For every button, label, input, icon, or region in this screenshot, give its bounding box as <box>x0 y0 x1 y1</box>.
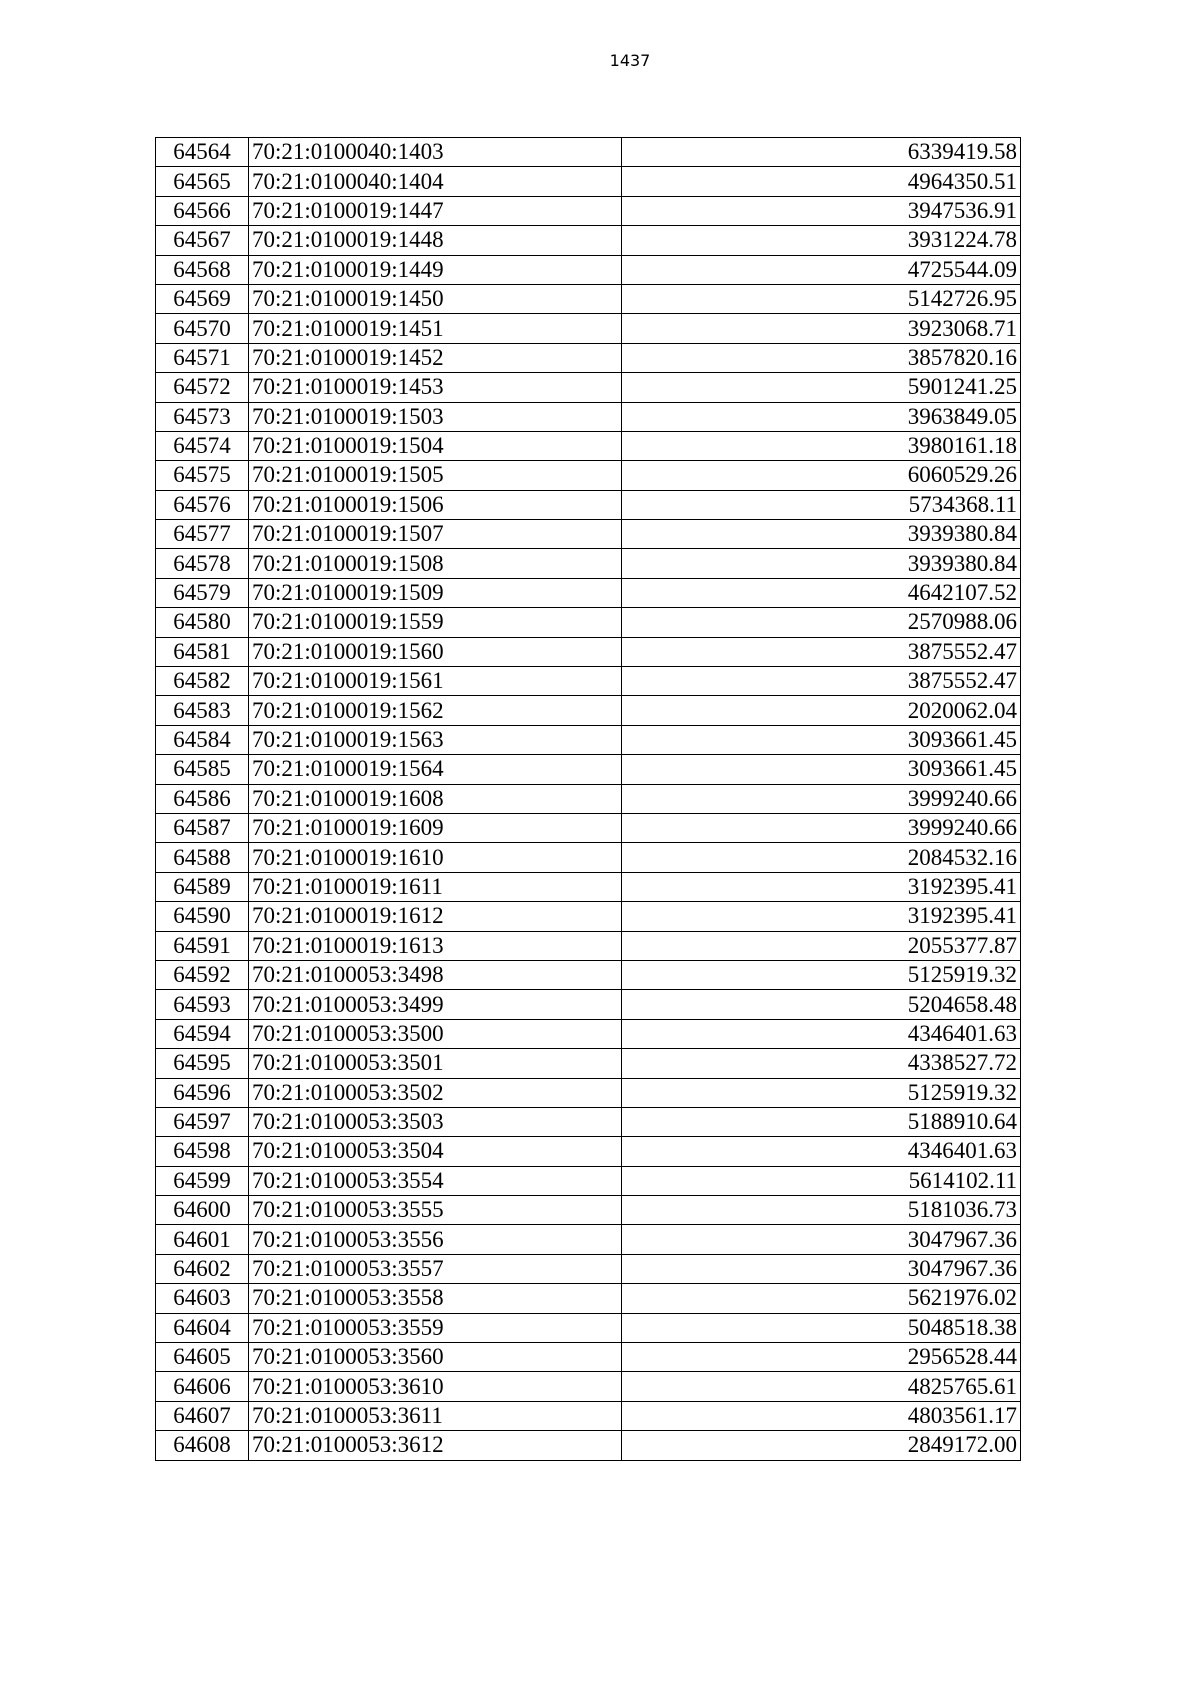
cadastral-value-cell: 3931224.78 <box>622 226 1021 255</box>
cadastral-number-cell: 70:21:0100019:1448 <box>249 226 622 255</box>
row-number-cell: 64602 <box>156 1254 249 1283</box>
cadastral-value-cell: 3093661.45 <box>622 725 1021 754</box>
table-row <box>156 490 1021 519</box>
table-row <box>156 637 1021 666</box>
table-row <box>156 755 1021 784</box>
row-number-cell: 64595 <box>156 1049 249 1078</box>
cadastral-value-cell: 3939380.84 <box>622 549 1021 578</box>
row-number-cell: 64568 <box>156 255 249 284</box>
table-row <box>156 431 1021 460</box>
row-number-cell: 64600 <box>156 1196 249 1225</box>
row-number-cell: 64604 <box>156 1313 249 1342</box>
cadastral-number-cell: 70:21:0100019:1560 <box>249 637 622 666</box>
row-number-cell: 64596 <box>156 1078 249 1107</box>
row-number-cell: 64599 <box>156 1166 249 1195</box>
table-row <box>156 138 1021 167</box>
cadastral-number-cell: 70:21:0100019:1447 <box>249 196 622 225</box>
cadastral-value-cell: 2084532.16 <box>622 843 1021 872</box>
cadastral-value-cell: 3047967.36 <box>622 1225 1021 1254</box>
table-row <box>156 549 1021 578</box>
cadastral-number-cell: 70:21:0100019:1451 <box>249 314 622 343</box>
table-row <box>156 960 1021 989</box>
table-row <box>156 343 1021 372</box>
table-row <box>156 1401 1021 1430</box>
table-row <box>156 1019 1021 1048</box>
cadastral-number-cell: 70:21:0100019:1562 <box>249 696 622 725</box>
cadastral-value-cell: 2956528.44 <box>622 1343 1021 1372</box>
cadastral-number-cell: 70:21:0100053:3611 <box>249 1401 622 1430</box>
row-number-cell: 64579 <box>156 578 249 607</box>
cadastral-number-cell: 70:21:0100040:1404 <box>249 167 622 196</box>
cadastral-value-cell: 4803561.17 <box>622 1401 1021 1430</box>
table-row <box>156 1372 1021 1401</box>
table-row <box>156 196 1021 225</box>
cadastral-number-cell: 70:21:0100019:1608 <box>249 784 622 813</box>
cadastral-value-cell: 3047967.36 <box>622 1254 1021 1283</box>
row-number-cell: 64591 <box>156 931 249 960</box>
cadastral-value-cell: 3999240.66 <box>622 813 1021 842</box>
cadastral-value-cell: 3875552.47 <box>622 637 1021 666</box>
cadastral-number-cell: 70:21:0100040:1403 <box>249 138 622 167</box>
cadastral-value-cell: 6060529.26 <box>622 461 1021 490</box>
cadastral-number-cell: 70:21:0100019:1506 <box>249 490 622 519</box>
cadastral-number-cell: 70:21:0100019:1609 <box>249 813 622 842</box>
cadastral-number-cell: 70:21:0100053:3560 <box>249 1343 622 1372</box>
cadastral-value-cell: 3192395.41 <box>622 872 1021 901</box>
table-row <box>156 1254 1021 1283</box>
cadastral-number-cell: 70:21:0100053:3558 <box>249 1284 622 1313</box>
cadastral-number-cell: 70:21:0100019:1564 <box>249 755 622 784</box>
table-row <box>156 402 1021 431</box>
cadastral-value-cell: 4725544.09 <box>622 255 1021 284</box>
cadastral-value-cell: 5621976.02 <box>622 1284 1021 1313</box>
row-number-cell: 64571 <box>156 343 249 372</box>
cadastral-number-cell: 70:21:0100019:1504 <box>249 431 622 460</box>
row-number-cell: 64575 <box>156 461 249 490</box>
cadastral-value-cell: 4964350.51 <box>622 167 1021 196</box>
row-number-cell: 64587 <box>156 813 249 842</box>
row-number-cell: 64590 <box>156 902 249 931</box>
cadastral-number-cell: 70:21:0100019:1611 <box>249 872 622 901</box>
cadastral-value-cell: 3875552.47 <box>622 667 1021 696</box>
row-number-cell: 64580 <box>156 608 249 637</box>
row-number-cell: 64601 <box>156 1225 249 1254</box>
table-body <box>156 138 1021 1461</box>
table-row <box>156 461 1021 490</box>
cadastral-value-cell: 5048518.38 <box>622 1313 1021 1342</box>
table-row <box>156 1078 1021 1107</box>
table-row <box>156 1166 1021 1195</box>
cadastral-value-cell: 4346401.63 <box>622 1019 1021 1048</box>
cadastral-value-cell: 5125919.32 <box>622 1078 1021 1107</box>
cadastral-value-cell: 5142726.95 <box>622 284 1021 313</box>
row-number-cell: 64570 <box>156 314 249 343</box>
table-row <box>156 314 1021 343</box>
cadastral-value-cell: 5125919.32 <box>622 960 1021 989</box>
table-row <box>156 784 1021 813</box>
cadastral-value-cell: 2570988.06 <box>622 608 1021 637</box>
cadastral-number-cell: 70:21:0100053:3555 <box>249 1196 622 1225</box>
row-number-cell: 64606 <box>156 1372 249 1401</box>
cadastral-number-cell: 70:21:0100019:1561 <box>249 667 622 696</box>
cadastral-value-cell: 3963849.05 <box>622 402 1021 431</box>
cadastral-value-cell: 5181036.73 <box>622 1196 1021 1225</box>
cadastral-number-cell: 70:21:0100053:3503 <box>249 1107 622 1136</box>
cadastral-value-cell: 4642107.52 <box>622 578 1021 607</box>
table-row <box>156 1431 1021 1460</box>
table-row <box>156 578 1021 607</box>
cadastral-number-cell: 70:21:0100053:3504 <box>249 1137 622 1166</box>
table-row <box>156 167 1021 196</box>
cadastral-number-cell: 70:21:0100019:1613 <box>249 931 622 960</box>
table-row <box>156 1284 1021 1313</box>
cadastral-number-cell: 70:21:0100053:3498 <box>249 960 622 989</box>
table-row <box>156 990 1021 1019</box>
cadastral-number-cell: 70:21:0100053:3559 <box>249 1313 622 1342</box>
table-row <box>156 902 1021 931</box>
table-row <box>156 226 1021 255</box>
row-number-cell: 64593 <box>156 990 249 1019</box>
row-number-cell: 64585 <box>156 755 249 784</box>
cadastral-value-cell: 5188910.64 <box>622 1107 1021 1136</box>
cadastral-number-cell: 70:21:0100019:1449 <box>249 255 622 284</box>
cadastral-number-cell: 70:21:0100053:3499 <box>249 990 622 1019</box>
table-row <box>156 1313 1021 1342</box>
row-number-cell: 64565 <box>156 167 249 196</box>
cadastral-number-cell: 70:21:0100019:1505 <box>249 461 622 490</box>
row-number-cell: 64597 <box>156 1107 249 1136</box>
table-row <box>156 520 1021 549</box>
table-row <box>156 725 1021 754</box>
cadastral-value-cell: 3999240.66 <box>622 784 1021 813</box>
row-number-cell: 64607 <box>156 1401 249 1430</box>
table-row <box>156 872 1021 901</box>
row-number-cell: 64592 <box>156 960 249 989</box>
cadastral-value-cell: 3939380.84 <box>622 520 1021 549</box>
table-row <box>156 608 1021 637</box>
cadastral-value-cell: 3947536.91 <box>622 196 1021 225</box>
cadastral-number-cell: 70:21:0100019:1507 <box>249 520 622 549</box>
page-number: 1437 <box>609 51 651 70</box>
table-row <box>156 1343 1021 1372</box>
cadastral-number-cell: 70:21:0100053:3502 <box>249 1078 622 1107</box>
cadastral-number-cell: 70:21:0100053:3610 <box>249 1372 622 1401</box>
row-number-cell: 64574 <box>156 431 249 460</box>
cadastral-number-cell: 70:21:0100053:3554 <box>249 1166 622 1195</box>
cadastral-number-cell: 70:21:0100053:3501 <box>249 1049 622 1078</box>
table-row <box>156 373 1021 402</box>
row-number-cell: 64583 <box>156 696 249 725</box>
cadastral-value-cell: 4338527.72 <box>622 1049 1021 1078</box>
cadastral-value-cell: 2020062.04 <box>622 696 1021 725</box>
row-number-cell: 64564 <box>156 138 249 167</box>
cadastral-value-cell: 4346401.63 <box>622 1137 1021 1166</box>
cadastral-number-cell: 70:21:0100019:1612 <box>249 902 622 931</box>
cadastral-number-cell: 70:21:0100053:3557 <box>249 1254 622 1283</box>
cadastral-value-cell: 3923068.71 <box>622 314 1021 343</box>
table-row <box>156 843 1021 872</box>
cadastral-number-cell: 70:21:0100019:1610 <box>249 843 622 872</box>
row-number-cell: 64598 <box>156 1137 249 1166</box>
cadastral-value-cell: 4825765.61 <box>622 1372 1021 1401</box>
cadastral-value-cell: 2055377.87 <box>622 931 1021 960</box>
row-number-cell: 64573 <box>156 402 249 431</box>
cadastral-value-cell: 5734368.11 <box>622 490 1021 519</box>
row-number-cell: 64566 <box>156 196 249 225</box>
table-row <box>156 931 1021 960</box>
cadastral-value-table <box>155 137 1021 1461</box>
row-number-cell: 64572 <box>156 373 249 402</box>
row-number-cell: 64605 <box>156 1343 249 1372</box>
row-number-cell: 64594 <box>156 1019 249 1048</box>
table-row <box>156 255 1021 284</box>
table-row <box>156 1225 1021 1254</box>
row-number-cell: 64567 <box>156 226 249 255</box>
cadastral-value-cell: 3980161.18 <box>622 431 1021 460</box>
table-row <box>156 696 1021 725</box>
row-number-cell: 64577 <box>156 520 249 549</box>
cadastral-value-cell: 5614102.11 <box>622 1166 1021 1195</box>
table-row <box>156 1107 1021 1136</box>
table-row <box>156 284 1021 313</box>
cadastral-number-cell: 70:21:0100019:1563 <box>249 725 622 754</box>
table-row <box>156 667 1021 696</box>
row-number-cell: 64581 <box>156 637 249 666</box>
cadastral-value-cell: 3857820.16 <box>622 343 1021 372</box>
row-number-cell: 64588 <box>156 843 249 872</box>
cadastral-value-cell: 2849172.00 <box>622 1431 1021 1460</box>
cadastral-number-cell: 70:21:0100019:1559 <box>249 608 622 637</box>
row-number-cell: 64576 <box>156 490 249 519</box>
row-number-cell: 64584 <box>156 725 249 754</box>
cadastral-value-cell: 3192395.41 <box>622 902 1021 931</box>
row-number-cell: 64569 <box>156 284 249 313</box>
cadastral-number-cell: 70:21:0100019:1509 <box>249 578 622 607</box>
table-row <box>156 1049 1021 1078</box>
cadastral-number-cell: 70:21:0100053:3500 <box>249 1019 622 1048</box>
cadastral-number-cell: 70:21:0100019:1450 <box>249 284 622 313</box>
cadastral-number-cell: 70:21:0100019:1453 <box>249 373 622 402</box>
cadastral-number-cell: 70:21:0100019:1503 <box>249 402 622 431</box>
table-row <box>156 813 1021 842</box>
cadastral-number-cell: 70:21:0100019:1452 <box>249 343 622 372</box>
cadastral-number-cell: 70:21:0100053:3612 <box>249 1431 622 1460</box>
row-number-cell: 64608 <box>156 1431 249 1460</box>
row-number-cell: 64603 <box>156 1284 249 1313</box>
cadastral-number-cell: 70:21:0100019:1508 <box>249 549 622 578</box>
row-number-cell: 64586 <box>156 784 249 813</box>
cadastral-value-cell: 5204658.48 <box>622 990 1021 1019</box>
row-number-cell: 64582 <box>156 667 249 696</box>
cadastral-value-cell: 5901241.25 <box>622 373 1021 402</box>
row-number-cell: 64578 <box>156 549 249 578</box>
row-number-cell: 64589 <box>156 872 249 901</box>
table-row <box>156 1196 1021 1225</box>
cadastral-value-cell: 6339419.58 <box>622 138 1021 167</box>
cadastral-value-cell: 3093661.45 <box>622 755 1021 784</box>
table-row <box>156 1137 1021 1166</box>
cadastral-number-cell: 70:21:0100053:3556 <box>249 1225 622 1254</box>
